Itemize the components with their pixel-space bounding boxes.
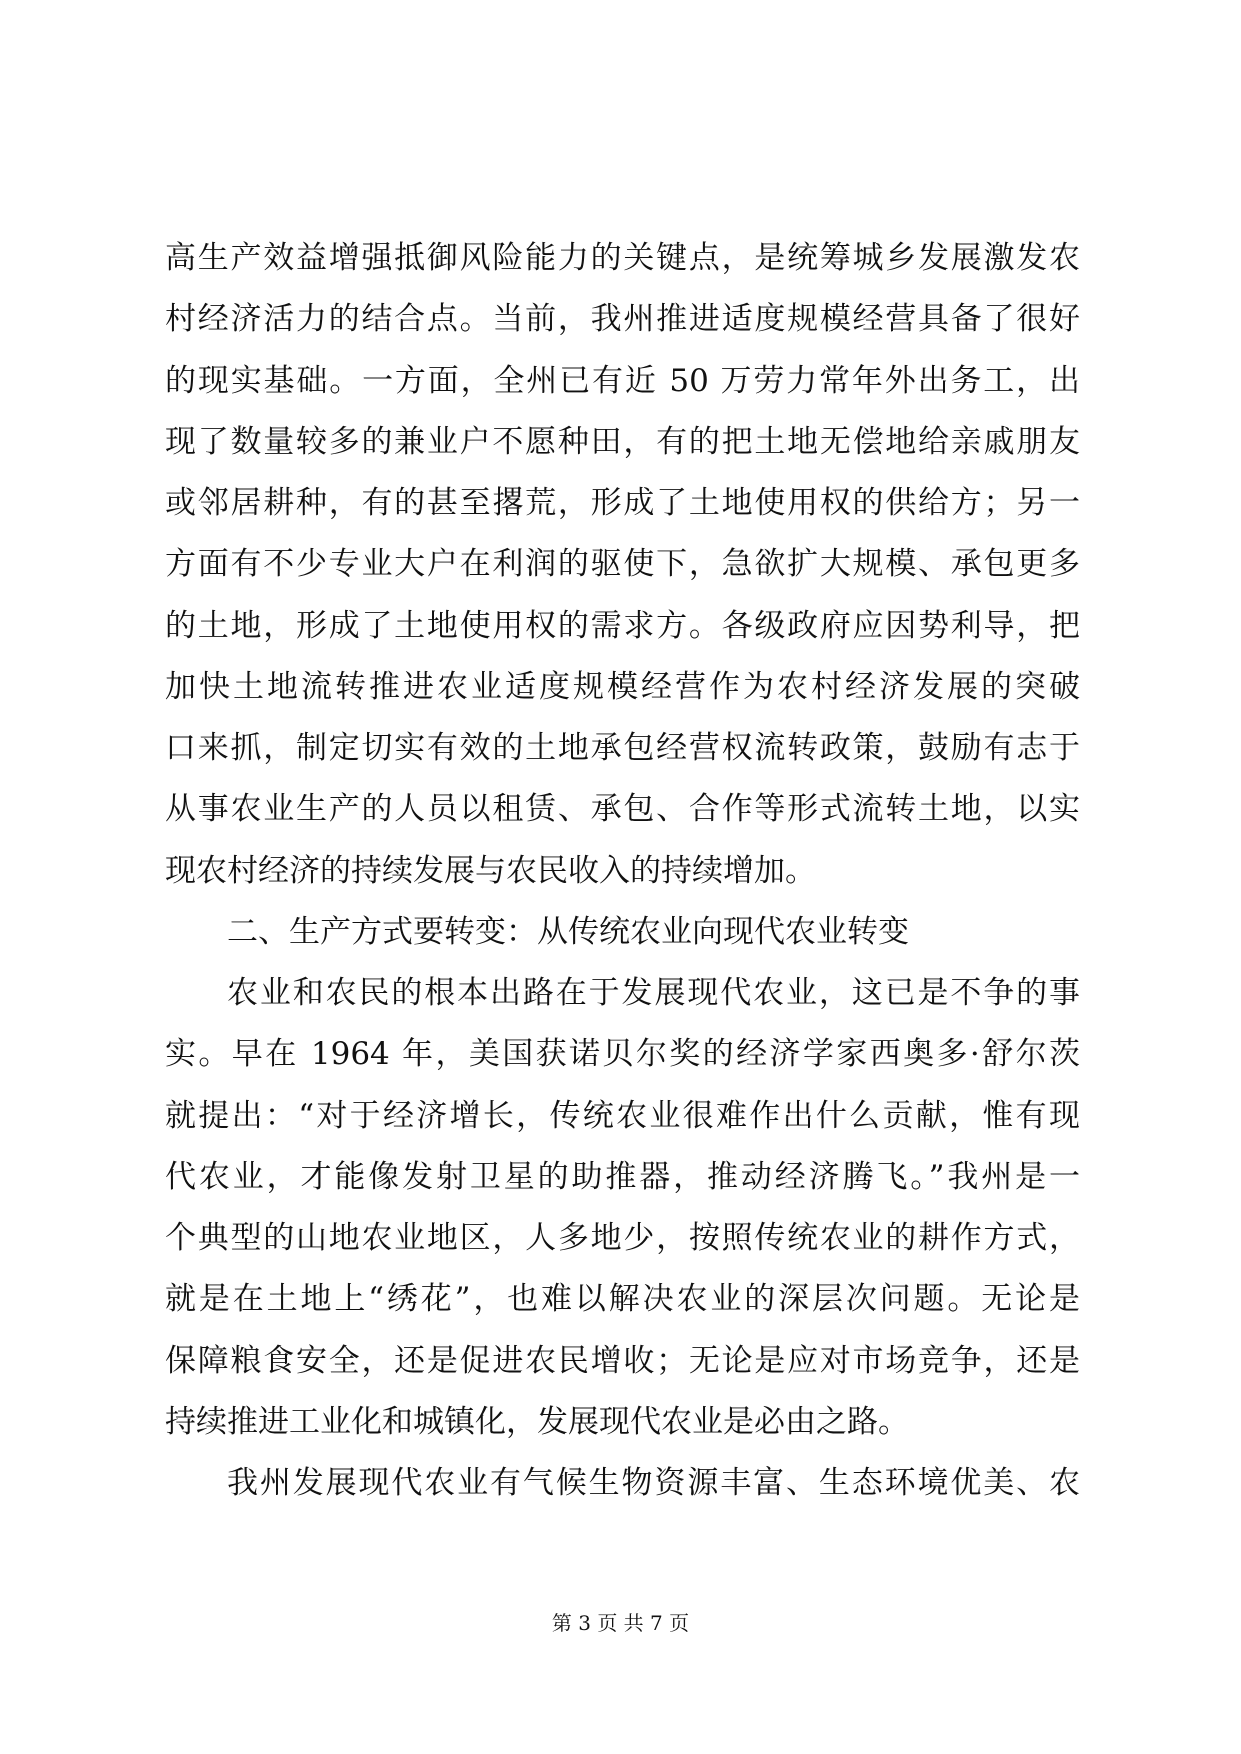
- text-line: 就提出：“对于经济增长，传统农业很难作出什么贡献，惟有现: [165, 1097, 1080, 1134]
- text-line: 高生产效益增强抵御风险能力的关键点，是统筹城乡发展激发农: [165, 240, 1080, 276]
- page-number-footer: 第 3 页 共 7 页: [551, 1611, 690, 1635]
- text-line: 村经济活力的结合点。当前，我州推进适度规模经营具备了很好: [165, 301, 1080, 338]
- text-line: 我州发展现代农业有气候生物资源丰富、生态环境优美、农: [227, 1465, 1080, 1501]
- text-line: 保障粮食安全，还是促进农民增收；无论是应对市场竞争，还是: [165, 1342, 1080, 1379]
- text-line: 现了数量较多的兼业户不愿种田，有的把土地无偿地给亲戚朋友: [165, 423, 1080, 460]
- text-line: 就是在土地上“绣花”，也难以解决农业的深层次问题。无论是: [165, 1281, 1080, 1318]
- text-line: 从事农业生产的人员以租赁、承包、合作等形式流转土地，以实: [165, 791, 1080, 828]
- text-line: 或邻居耕种，有的甚至撂荒，形成了土地使用权的供给方；另一: [165, 485, 1080, 521]
- text-line: 代农业，才能像发射卫星的助推器，推动经济腾飞。”我州是一: [165, 1158, 1080, 1195]
- text-line: 个典型的山地农业地区，人多地少，按照传统农业的耕作方式，: [165, 1220, 1080, 1256]
- text-line: 现农村经济的持续发展与农民收入的持续增加。: [165, 852, 816, 889]
- text-line: 方面有不少专业大户在利润的驱使下，急欲扩大规模、承包更多: [165, 546, 1080, 583]
- body-text: [165, 228, 1080, 1514]
- text-line: 的现实基础。一方面，全州已有近 50 万劳力常年外出务工，出: [165, 362, 1080, 399]
- text-line: 实。早在 1964 年，美国获诺贝尔奖的经济学家西奥多·舒尔茨: [165, 1036, 1080, 1073]
- section-heading: 二、生产方式要转变：从传统农业向现代农业转变: [227, 913, 909, 950]
- text-line: 农业和农民的根本出路在于发展现代农业，这已是不争的事: [227, 975, 1080, 1011]
- text-line: 加快土地流转推进农业适度规模经营作为农村经济发展的突破: [165, 668, 1080, 705]
- text-line: 的土地，形成了土地使用权的需求方。各级政府应因势利导，把: [165, 607, 1080, 644]
- text-line: 持续推进工业化和城镇化，发展现代农业是必由之路。: [165, 1403, 909, 1440]
- text-line: 口来抓，制定切实有效的土地承包经营权流转政策，鼓励有志于: [165, 730, 1080, 766]
